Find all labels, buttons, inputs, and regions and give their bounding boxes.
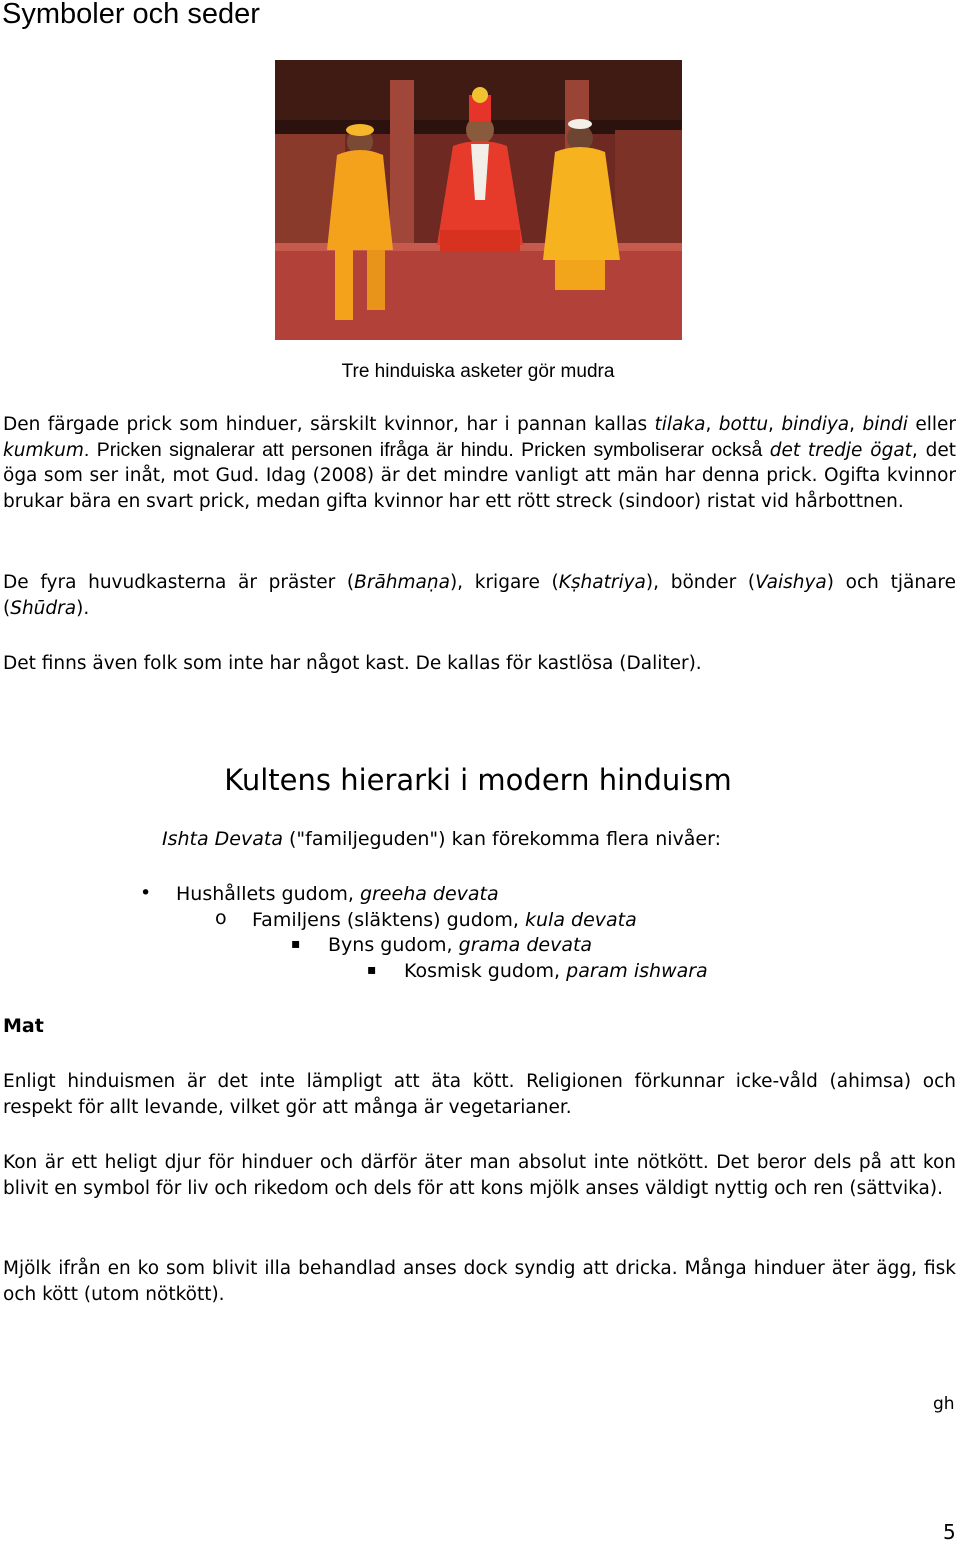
paragraph-dalits: Det finns även folk som inte har något kast. De kallas för kastlösa (Daliter). — [3, 653, 702, 674]
footer-initials: gh — [933, 1394, 955, 1414]
paragraph-tilaka: Den färgade prick som hinduer, särskilt kvinnor, har i pannan kallas tilaka, bottu, bindiya, bindi eller kumkum. Pricken signalerar att personen ifråga är hindu. Pricken symboliserar också det tredje ögat, det öga som ser inåt, mot Gud. Idag (2008) är det mindre vanligt att män har denna prick. Ogifta kvinnor brukar bära en svart prick, medan gifta kvinnor har ett rött streck (sindoor) ristat vid hårbottnen. — [3, 414, 957, 512]
food-heading: Mat — [3, 1015, 44, 1037]
hierarchy-level-2: o Familjens (släktens) gudom, kula devata — [215, 907, 637, 931]
bullet-square: ▪ — [291, 936, 301, 952]
hierarchy-level-4: ▪ Kosmisk gudom, param ishwara — [367, 960, 708, 982]
bullet-square: ▪ — [367, 962, 377, 978]
food-paragraph-1: Enligt hinduismen är det inte lämpligt att äta kött. Religionen förkunnar icke-våld (ahimsa) och respekt för allt levande, vilket gör att många är vegetarianer. — [3, 1071, 956, 1118]
page-heading: Symboler och seder — [2, 0, 260, 30]
photo-caption: Tre hinduiska asketer gör mudra — [341, 361, 615, 382]
hierarchy-level-3: ▪ Byns gudom, grama devata — [291, 934, 593, 956]
hierarchy-level-1: • Hushållets gudom, greeha devata — [140, 882, 499, 905]
page-number: 5 — [943, 1520, 956, 1544]
food-paragraph-3: Mjölk ifrån en ko som blivit illa behandlad anses dock syndig att dricka. Många hinduer äter ägg, fisk och kött (utom nötkött). — [3, 1258, 956, 1305]
bullet-circle: o — [215, 907, 227, 929]
sadhus-photo — [275, 60, 682, 340]
food-paragraph-2: Kon är ett heligt djur för hinduer och därför äter man absolut inte nötkött. Det beror dels på att kon blivit en symbol för liv och rikedom och dels för att kons mjölk anses väldigt nyttig och ren (sättvika). — [3, 1152, 956, 1199]
hierarchy-intro: Ishta Devata ("familjeguden") kan förekomma flera nivåer: — [162, 828, 721, 850]
section-title: Kultens hierarki i modern hinduism — [224, 763, 732, 797]
photo-illustration — [275, 60, 682, 340]
bullet-disc: • — [140, 882, 152, 904]
paragraph-castes: De fyra huvudkasterna är präster (Brāhmaṇa), krigare (Kṣhatriya), bönder (Vaishya) och tjänare (Shūdra). — [3, 572, 956, 619]
